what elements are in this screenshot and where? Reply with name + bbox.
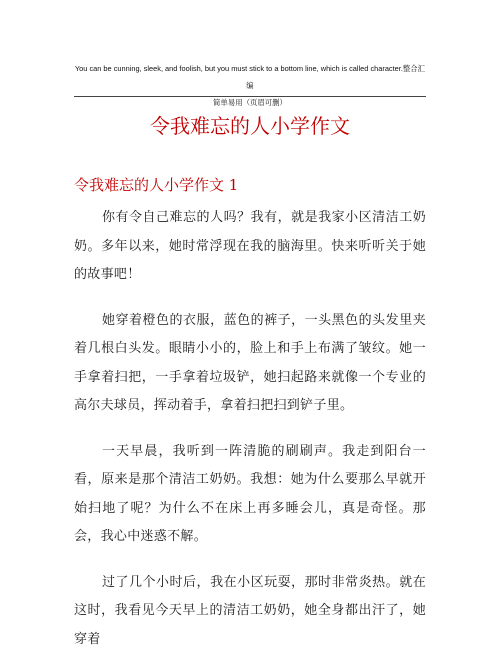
page-header [74, 60, 426, 111]
paragraph: 一天早晨，我听到一阵清脆的刷刷声。我走到阳台一看，原来是那个清洁工奶奶。我想：她为什么要那么早就开始扫地了呢？为什么不在床上再多睡会儿，真是奇怪。那会，我心中迷惑不解。 [74, 443, 426, 544]
header-divider [74, 96, 426, 97]
header-note: 简单易用（页眉可删） [213, 98, 287, 107]
paragraph: 她穿着橙色的衣服，蓝色的裤子，一头黑色的头发里夹着几根白头发。眼睛小小的，脸上和手上布满了皱纹。她一手拿着扫把，一手拿着垃圾铲，她扫起路来就像一个专业的高尔夫球员，挥动着手，拿着扫把扫到铲子里。 [74, 312, 426, 413]
header-quote: You can be cunning, sleek, and foolish, but you must stick to a bottom line, which is called character.整合汇编 [74, 64, 426, 90]
paragraph: 过了几个小时后，我在小区玩耍，那时非常炎热。就在这时，我看见今天早上的清洁工奶奶，她全身都出汗了，她穿着 [74, 574, 426, 647]
document-title: 令我难忘的人小学作文 [150, 114, 350, 138]
essay-body [74, 204, 426, 671]
paragraph: 你有令自己难忘的人吗？我有，就是我家小区清洁工奶奶。多年以来，她时常浮现在我的脑海里。快来听听关于她的故事吧！ [74, 210, 426, 282]
section-title: 令我难忘的人小学作文 1 [74, 176, 239, 194]
